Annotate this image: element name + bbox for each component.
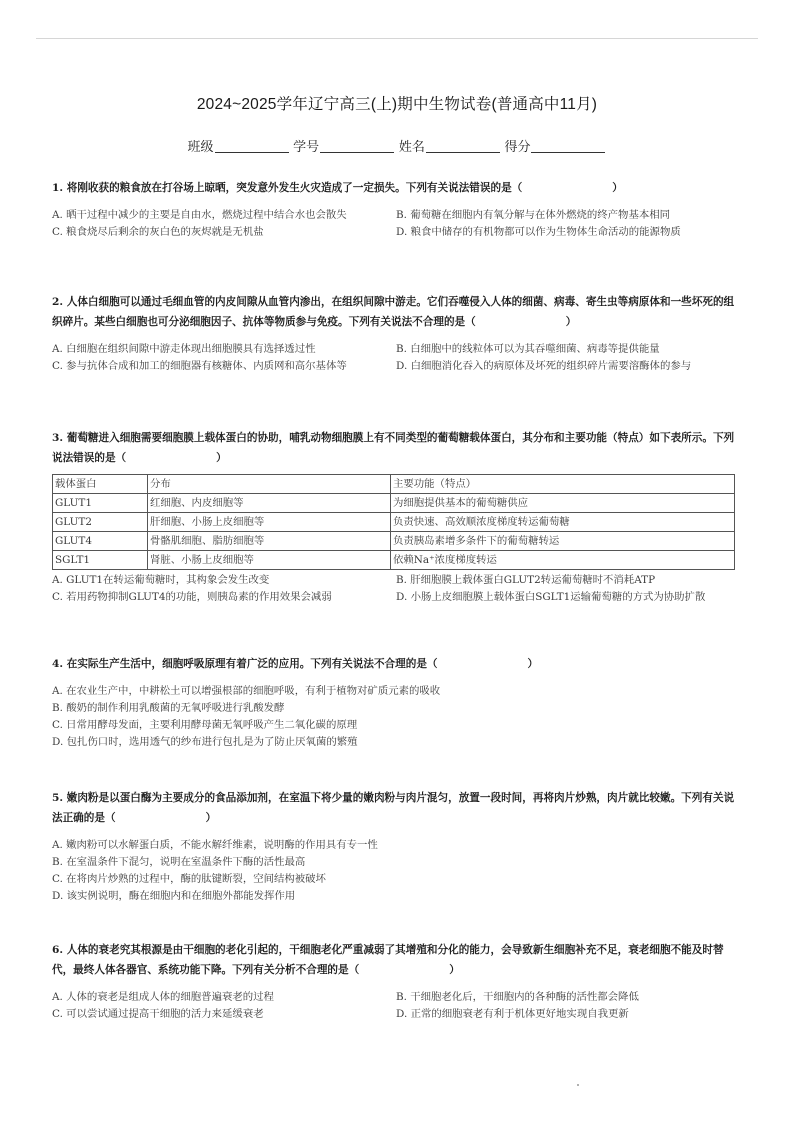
option-d[interactable]: D. 包扎伤口时，选用透气的纱布进行包扎是为了防止厌氧菌的繁殖 — [52, 736, 358, 748]
table-cell: 红细胞、内皮细胞等 — [148, 494, 391, 513]
option-list — [52, 341, 742, 375]
option-a[interactable]: A. GLUT1在转运葡萄糖时，其构象会发生改变 — [52, 574, 270, 586]
question-3 — [52, 428, 742, 606]
table-header-cell: 载体蛋白 — [53, 475, 148, 494]
score-blank[interactable] — [531, 139, 605, 153]
table-row — [53, 513, 735, 532]
table-cell: 依赖Na⁺浓度梯度转运 — [391, 551, 735, 570]
glucose-transporter-table — [52, 474, 735, 570]
option-b[interactable]: B. 肝细胞膜上载体蛋白GLUT2转运葡萄糖时不消耗ATP — [396, 574, 656, 586]
student-info-line — [0, 136, 794, 155]
table-row — [53, 494, 735, 513]
option-c[interactable]: C. 日常用酵母发面，主要利用酵母菌无氧呼吸产生二氧化碳的原理 — [52, 719, 358, 731]
option-b[interactable]: B. 白细胞中的线粒体可以为其吞噬细菌、病毒等提供能量 — [396, 343, 660, 355]
id-blank[interactable] — [320, 139, 394, 153]
table-cell: 骨骼肌细胞、脂肪细胞等 — [148, 532, 391, 551]
option-list — [52, 989, 742, 1023]
question-stem: 6. 人体的衰老究其根源是由干细胞的老化引起的，干细胞老化严重减弱了其增殖和分化的能力，会导致新生细胞补充不足，衰老细胞不能及时替代，最终人体各器官、系统功能下降。下列有关分析不合理的是（ ） — [52, 944, 724, 976]
table-row — [53, 551, 735, 570]
option-a[interactable]: A. 人体的衰老是组成人体的细胞普遍衰老的过程 — [52, 991, 274, 1003]
score-label: 得分 — [504, 139, 531, 154]
table-cell: GLUT2 — [53, 513, 148, 532]
table-cell: 为细胞提供基本的葡萄糖供应 — [391, 494, 735, 513]
option-a[interactable]: A. 嫩肉粉可以水解蛋白质，不能水解纤维素，说明酶的作用具有专一性 — [52, 839, 378, 851]
option-b[interactable]: B. 在室温条件下混匀，说明在室温条件下酶的活性最高 — [52, 856, 306, 868]
name-label: 姓名 — [398, 139, 425, 154]
option-c[interactable]: C. 粮食烧尽后剩余的灰白色的灰烬就是无机盐 — [52, 226, 264, 238]
option-d[interactable]: D. 白细胞消化吞入的病原体及坏死的组织碎片需要溶酶体的参与 — [396, 360, 692, 372]
option-c[interactable]: C. 可以尝试通过提高干细胞的活力来延缓衰老 — [52, 1008, 264, 1020]
class-blank[interactable] — [215, 139, 289, 153]
table-cell: 肾脏、小肠上皮细胞等 — [148, 551, 391, 570]
class-label: 班级 — [187, 139, 214, 154]
option-a[interactable]: A. 晒干过程中减少的主要是自由水，燃烧过程中结合水也会散失 — [52, 209, 347, 221]
table-header-cell: 主要功能（特点） — [391, 475, 735, 494]
option-list — [52, 572, 742, 606]
question-stem: 4. 在实际生产生活中，细胞呼吸原理有着广泛的应用。下列有关说法不合理的是（ ） — [52, 658, 539, 670]
question-4 — [52, 654, 742, 751]
id-label: 学号 — [293, 139, 320, 154]
table-cell: 肝细胞、小肠上皮细胞等 — [148, 513, 391, 532]
option-c[interactable]: C. 参与抗体合成和加工的细胞器有核糖体、内质网和高尔基体等 — [52, 360, 347, 372]
question-stem: 1. 将刚收获的粮食放在打谷场上晾晒，突发意外发生火灾造成了一定损失。下列有关说法错误的是（ ） — [52, 182, 623, 194]
header-rule — [36, 38, 758, 39]
option-b[interactable]: B. 干细胞老化后，干细胞内的各种酶的活性都会降低 — [396, 991, 639, 1003]
option-list — [52, 683, 742, 751]
table-cell: GLUT4 — [53, 532, 148, 551]
option-c[interactable]: C. 若用药物抑制GLUT4的功能，则胰岛素的作用效果会减弱 — [52, 591, 332, 603]
question-6 — [52, 940, 742, 1023]
table-row — [53, 532, 735, 551]
question-stem: 2. 人体白细胞可以通过毛细血管的内皮间隙从血管内渗出，在组织间隙中游走。它们吞噬侵入人体的细菌、病毒、寄生虫等病原体和一些坏死的组织碎片。某些白细胞也可分泌细胞因子、抗体等物质参与免疫。下列有关说法不合理的是（ ） — [52, 296, 735, 328]
page-title: 2024~2025学年辽宁高三(上)期中生物试卷(普通高中11月) — [196, 96, 598, 113]
question-5 — [52, 788, 742, 905]
table-header-cell: 分布 — [148, 475, 391, 494]
option-a[interactable]: A. 白细胞在组织间隙中游走体现出细胞膜具有选择透过性 — [52, 343, 316, 355]
question-2 — [52, 292, 742, 375]
table-cell: GLUT1 — [53, 494, 148, 513]
table-cell: SGLT1 — [53, 551, 148, 570]
option-d[interactable]: D. 小肠上皮细胞膜上载体蛋白SGLT1运输葡萄糖的方式为协助扩散 — [396, 591, 706, 603]
option-list — [52, 837, 742, 905]
table-cell: 负责胰岛素增多条件下的葡萄糖转运 — [391, 532, 735, 551]
table-cell: 负责快速、高效顺浓度梯度转运葡萄糖 — [391, 513, 735, 532]
option-a[interactable]: A. 在农业生产中，中耕松土可以增强根部的细胞呼吸，有利于植物对矿质元素的吸收 — [52, 685, 441, 697]
option-b[interactable]: B. 酸奶的制作利用乳酸菌的无氧呼吸进行乳酸发酵 — [52, 702, 285, 714]
table-header-row — [53, 475, 735, 494]
option-d[interactable]: D. 正常的细胞衰老有利于机体更好地实现自我更新 — [396, 1008, 629, 1020]
page-dot — [577, 1084, 579, 1086]
option-b[interactable]: B. 葡萄糖在细胞内有氧分解与在体外燃烧的终产物基本相同 — [396, 209, 671, 221]
question-stem: 3. 葡萄糖进入细胞需要细胞膜上载体蛋白的协助，哺乳动物细胞膜上有不同类型的葡萄糖载体蛋白，其分布和主要功能（特点）如下表所示。下列说法错误的是（ ） — [52, 432, 735, 464]
option-c[interactable]: C. 在将肉片炒熟的过程中，酶的肽键断裂，空间结构被破坏 — [52, 873, 326, 885]
question-1 — [52, 178, 742, 241]
option-list — [52, 207, 742, 241]
name-blank[interactable] — [426, 139, 500, 153]
option-d[interactable]: D. 粮食中储存的有机物都可以作为生物体生命活动的能源物质 — [396, 226, 681, 238]
question-stem: 5. 嫩肉粉是以蛋白酶为主要成分的食品添加剂，在室温下将少量的嫩肉粉与肉片混匀，放置一段时间，再将肉片炒熟，肉片就比较嫩。下列有关说法正确的是（ ） — [52, 792, 735, 824]
option-d[interactable]: D. 该实例说明，酶在细胞内和在细胞外都能发挥作用 — [52, 890, 296, 902]
